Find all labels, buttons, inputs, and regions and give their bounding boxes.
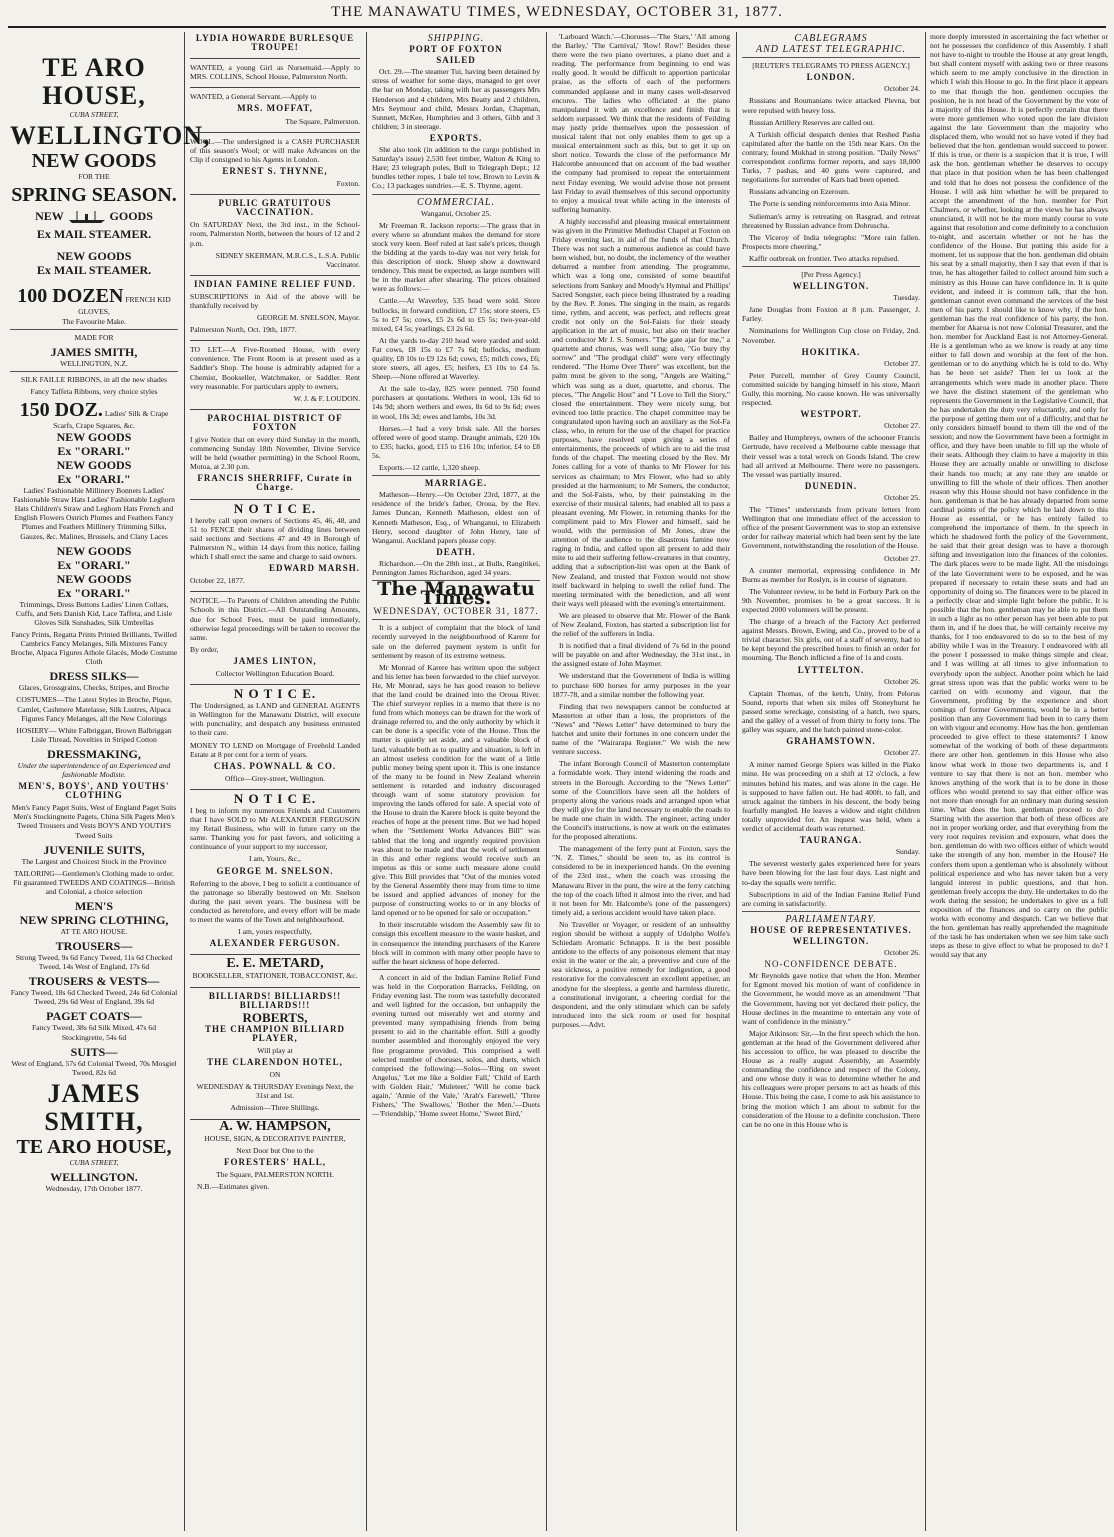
article-text: Mr Freeman R. Jackson reports:—The grass that in every where so abundant makes the demand for store stock very keen. Beef ruled at last sale's prices, though the bidding at the yards to-day was not very brisk for this description of stock. Sheep show a downward tendency. This must be expected, as large numbers will be in the market after shearing. The prices obtained were as follows:— (372, 220, 540, 294)
article-text: more deeply interested in ascertaining the fact whether or not he possesses the confidence of this Assembly. I shall not have to-night to trouble the House at any great length, but shall content myself with asking two or three reasons which seem to me amply conclusive in the direction in which I wish this House to go. In the first place it appears to me that though the hon. gentlemen occupies the position, he is not head of the Government by the vote of a majority of this House. It is perfectly certain that there were more gentlemen who voted upon the late division against the late Government than the majority who displaced them, who would not so have voted if they had believed that the hon. gentleman would succeed to power. If this is true, or there is a suspicion that it is true, I will ask the hon. gentleman whether he deserves to occupy that place in that position when he has been challenged and told that he does not possess the confidence of the House. I will ask him whether he will be prepared to accept the amendment of the hon. member for Port Chalmers, or whether, looking at the views he has always enunciated, it will not be the more manly course to vote against that resolution and come definitely to a conclusion to-night, and ascertain whether or not he has the confidence of the House. But putting this aside for a moment, let us suppose that the hon. gentleman did obtain his seat by a small majority, then I say that even if that is true, he has altogether failed to collect around him such a ministry as this House can have confidence in. It is quite evident, and indeed it is common talk, that the hon. gentleman cannot even command the services of the best men of his party. I should like to know why, if the hon. gentleman has the real confidence of his party, the hon. member for Akaroa is not now Colonial Treasurer, and the hon. member for Auckland East is not Attorney-General. He is a gentleman who as we know is ready at any time either to fall down and worship at the feet of the hon. gentleman or to do anything which he is told to do. Why has he been set aside? Then let us look at the arrangements which were made in another place. There we have the distinct statement of the gentleman who represents the Government in the Legislative Council, that he has undertaken the duty very reluctantly, and only for the purpose of getting them out of a difficulty, and that he only considers himself bound to them till the end of the session; and now the Government have been a fortnight in office, and they have been unable to fill up the whole of their seats. Although they claim to have a majority in this House they are actually unable or unwilling to disclose their hands too much; at any rate they are unable or unwilling to fill the whole of their offices. Then another reason why this House should not have confidence in the hon. gentleman is that he has already departed from some cardinal points of the policy which he laid down to this House as essential, or he has entirely failed to comprehend the importance of them. In the speech in which he shadowed forth the policy of the Government, he said that their great design was to have a thorough sifting and investigation into the finances of the colonies. The dark places were to be made light. All the misdoings of the late Government were to be exposed, and he was prepared if necessary to retain these seats and had an opportunity of doing so. The finances were to be placed in a perfectly clear and simple light before the public. It is possible that the hon. gentleman may be able to put them in such a light as no other person has yet been able to put them in, and if he does that, he will certainly receive my thanks, for I too endeavored to do so to the best of my ability while I was in the Treasury. I endeavored with all the power I possessed to make things simple and clear, and I was willing at all times to give information to everybody upon the subject. Another point which he laid great stress upon was that the public works were to be carried on with economy and vigour, that the Government, profiting by the experience and short comings of former Governments, would be in a better position than any Government had been in to carry them on with vigour and economy. How has the hon. gentleman proceeded to give effect to these statements? I know somewhat of the working of both of these departments there are other hon. gentlemen in this House who also know what work in those two departments is, and I venture to say that there is not an hon. member who knows anything of the work that is to be done in those offices who would pretend to say that either office was not more than enough for an ordinary man during session time. What does the hon. gentleman proceed to do? Starting with the assertion that both of these offices are not in proper working order, and that everything from the very root requires revision and exposure, what does the hon. gentleman do with two offices either of which would take the strength of any hon. member in the House? He confers them upon a gentleman who is absolutely without political experience and who has never taken but a very languid interest in public questions, and that hon. gentleman freely accepts the duty. He undertakes to do the work during the session; he undertakes to give us a full exposition of the finances and to carry on the public works with economy and despatch. Can we believe that the hon. gentleman has really apprehended the magnitude of the task he has undertaken when we see him take such steps as these to give effect to what he proposed to do? I would say that any (930, 32, 1108, 960)
ad-text: WEDNESDAY & THURSDAY Evenings Next, the 31st and 1st. (196, 1082, 354, 1101)
ad-heading: N O T I C E. (233, 790, 317, 806)
ad-text: TAILORING—Gentlemen's Clothing made to order. Fit guaranteed TWEEDS AND COATINGS—British and Colonial, a choice selection (13, 868, 175, 896)
ad-text: WANTED, a General Servant.—Apply to (190, 92, 317, 102)
article-text: Sunday. (895, 847, 920, 857)
article-text: We are pleased to observe that Mr. Flower of the Bank of New Zealand, Foxton, has started a subscription list for the relief of the sufferers in India. (552, 610, 730, 639)
article-text: At the yards to-day 210 head were yarded and sold. Fat cows, £8 15s to £7 7s 6d; bullocks, medium quality, £8 10s to £9 12s 6d; cows, £5; milch cows, £6; store steers, all ages, £5; heifers, £3 10s to £4 5s. Sheep.—None offered at Waverley. (372, 335, 540, 382)
paper-nameplate: The Manawatu Times. (377, 578, 535, 610)
ad-text: On SATURDAY Next, the 3rd inst., in the School-room, Palmerston North, between the hours of 12 and 2 p.m. (190, 220, 360, 248)
ad-text: Collector Wellington Education Board. (215, 668, 335, 678)
ad-text: MONEY TO LEND on Mortgage of Freehold Landed Estate at 8 per cent for a term of years. (190, 740, 360, 759)
ad-heading: NEW GOODS (31, 150, 157, 173)
ad-text: Fancy Tweed, 38s 6d Silk Mixed, 47s 6d Stockingrette, 54s 6d (32, 1023, 156, 1042)
section-subheading: PORT OF FOXTON (409, 44, 503, 55)
advert (190, 1118, 360, 1192)
article-text: A counter memorial, expressing confidence in Mr Burns as member for Roslyn, is in course of signature. (742, 565, 920, 584)
ad-text: GEORGE M. SNELSON. (216, 865, 334, 876)
ad-heading: NEW GOODS (56, 249, 132, 264)
ad-text: Next Door but One to the (236, 1145, 314, 1155)
ad-heading: PAROCHIAL DISTRICT OF FOXTON (207, 412, 343, 432)
article-text: Bailey and Humphreys, owners of the schooner Francis Gertrude, have received a Melbourne cable message that their vessel was a total wreck on Goods Island. The crew had all arrived at Melbourne. There were no passengers. The vessel was partially insured. (742, 433, 920, 479)
article-text: [REUTER'S TELEGRAMS TO PRESS AGENCY.] (752, 61, 910, 71)
ad-text: ALEXANDER FERGUSON. (209, 938, 341, 949)
ad-text: October 22, 1877. (190, 576, 245, 586)
article-text: Horses.—I had a very brisk sale. All the horses offered were of good stamp. Draught animals, £20 10s to £35; hacks, good, £15 to £16 10s; inferior, £4 to £8 5s. (372, 423, 540, 460)
article-text: Sulieman's army is retreating on Rasgrad, and retreat threatened by Russian advance from Dobruscha. (742, 211, 920, 230)
dateline: GRAHAMSTOWN. (786, 736, 876, 747)
advert (190, 90, 360, 132)
article-text: A highly successful and pleasing musical entertainment was given in the Primitive Methodist Chapel at Foxton on Friday evening last, in aid of the funds of that Church. There was not such a numerous audience as could have been wished, but, no doubt, the inclemency of the weather debarred a number from attending. The programme, which was a long one, consisted of some beautiful selections from Sankey and Moody's Hymnal and Phillips' Sacred Songster, each piece being illustrated by a reading by the Rev. P. Jones. The singing in the main, as regards time, rythm, and accent, was perfect, and reflects great credit not only on the Sol-Faists for their steady application in the art of music, but also on their teacher and conductor Mr J. S. Somers. "The gate ajar for me," a quartette and chorus, was well sung; also, "Go bury thy sorrow" and "The prodigal child" were very effectingly rendered. "The Home Over There" was excellent, but the palm must be given to the song, "Angels are Waiting," which was sung as a duet, quartette, and chorus. The pieces, "The Angelic Host" and "I Love to Tell the Story," closed the entertainment. They were nicely sung, but evinced too little practice. The chapel committee may be congratulated upon having such an auxiliary as the Sol-Fa class, who, in return for the use of the chapel for practice purposes, have resolved upon giving a series of entertainments, the proceeds of which are to aid the trust funds of the chapel. The meeting closed by the Rev. Mr Jones calling for a vote of thanks to Mr Flower for his services as chairman; to Mrs Flower, who had so ably presided at the harmonium; to Mr Somers, the conductor, and the Sol-Faists, who, by their painstaking in the exercise of their musical talents, had enabled all to pass a pleasant evening. Mr Flower, in returning thanks for the compliment paid to Mrs Flower and himself, said he would, with the permission of Mr Jones, draw the attention of the audience to the disastrous famine now raging in India, and called upon all present to add their mite to aid their suffering fellow-creatures in that country, adding that a subscription-list was open at the Bank of New Zealand, and trusted that Foxton would not show itself backward in helping to swell the relief fund. The meeting terminated with the benediction, and all went their ways well pleased with the evening's entertainment. (552, 216, 730, 608)
column-divider (184, 32, 185, 1531)
ad-text: I give Notice that on every third Sunday in the month, commencing Sunday 18th November, Divine Service will be held (weather permitting) in the School Room, Motoa, at 2.30 p.m. (190, 435, 360, 472)
ad-text: EDWARD MARSH. (268, 563, 360, 574)
editorial-text: In their inscrutable wisdom the Assembly saw fit to consign this excellent measure to the waste basket, and in consequence the intending purchasers of the Karere block will in common with many other people have to suffer the heart sickness of hope deferred. (372, 920, 540, 966)
ad-heading: TROUSERS— (55, 939, 133, 954)
article-text: A Turkish official despatch denies that Reshed Pasha capitulated after the battle on the 15th near Kars. On the contrary, found Mukhad in strong position. "Daily News" correspondent confirms former reports, and says 18,000 Turks, 7 pashas, and 40 guns were captured, and negotiations for surrender of Kars had been opened. (742, 129, 920, 185)
ad-text: THE CLARENDON HOTEL, (207, 1057, 343, 1068)
ad-heading: PAGET COATS— (46, 1009, 142, 1024)
article-text: Captain Thomas, of the ketch, Unity, from Pelorus Sound, reports that when six miles off Stoneyhurst he passed some wreckage, consisting of a hatch, two spars, and the galley of a vessel of from thirty to forty tons. The galley was square, and the hatch painted stone-color. (742, 688, 920, 735)
ad-text: FRENCH KID GLOVES, (78, 295, 171, 317)
ad-text: MEN'S, BOYS', AND YOUTHS' CLOTHING (18, 781, 170, 801)
article-text: She also took (in addition to the cargo published in Saturday's issue) 2,530 feet timber, Walton & King to Hare; 23 telegraph poles, Bull to Telegraph Dept.; 12 bundles tether ropes, 1 bale tel tow, Brown to Levin & Co.; 13 packages sundries.—E. S. Thynne, agent. (372, 145, 540, 191)
advert (190, 197, 360, 276)
article-text: October 24. (884, 84, 920, 94)
ad-heading: JAMES SMITH, (44, 1078, 144, 1136)
advert (190, 61, 360, 88)
ad-text: By order, (190, 644, 219, 654)
ad-heading: N O T I C E. (233, 500, 317, 516)
ad-heading: TROUSERS & VESTS— (28, 974, 160, 989)
ad-text: I beg to inform my numerous Friends and Customers that I have SOLD to Mr ALEXANDER FERGUSON my Retail Business, who will in future carry on the same. Thanking you for past favors, and soliciting a continuance of your support to my successor, (190, 806, 360, 852)
ad-text: JAMES LINTON, (233, 655, 317, 666)
advert (190, 278, 360, 341)
ad-text: FORESTERS' HALL, (223, 1156, 327, 1167)
ad-text: N.B.—Estimates given. (197, 1182, 270, 1191)
ad-heading: NEW GOODS (56, 543, 132, 558)
article-text: 'Larboard Watch.'—Choruses—'The Stars,' 'All among the Barley,' 'The Carnival,' 'Row! Row!' Besides these there were the two piano overtures, a piano duet and a reading. The performance from beginning to end was really good. It would be difficult to apportion particular praise, as the efforts of each of the performers commanded applause and in many cases well-deserved encores. The ladies who officiated at the piano manipulated it with an excellence and finish that is seldom surpassed. We think that the residents of Feilding may justly pride themselves upon the possession of musical talent that not only enables them to get up a musical entertainment such as this, but to get it up on short notice. Towards the close of the performance Mr Halcombe announced that on account of the bad weather the company had promised to repeat the entertainment next Friday evening. We would advise those not present last Friday to avail themselves of this second opportunity to enjoy a musical treat while acting in the interests of suffering humanity. (552, 32, 730, 214)
advert (190, 412, 360, 500)
ad-text: The Square, PALMERSTON NORTH. (216, 1169, 334, 1179)
article-text: October 26. (884, 676, 920, 686)
column-divider (925, 32, 926, 1531)
section-heading: CABLEGRAMS (794, 33, 868, 44)
editorial-text: It is a subject of complaint that the block of land recently surveyed in the neighbourhood of Karere for sale on the deferred payment system is unfit for settlement by reason of its extreme wetness. (372, 623, 540, 660)
ad-text: Ladies' Fashionable Millinery Bonnets Ladies' Fashionable Straw Hats Ladies' Fashionable Leghorn Hats Children's Straw and Leghorn Hats French and English Flowers Ostrich Plumes and Feathers Fancy Plumes and Feathers Millinery Trimming Silks, Gauzes, &c. Malines, Brussels, and Clany Laces (13, 486, 175, 541)
advert (190, 32, 360, 59)
article-text: Russian Artillery Reserves are called out. (749, 117, 875, 127)
article-text: Wanganui, October 25. (420, 208, 492, 218)
ad-text: AT TE ARO HOUSE. (60, 927, 128, 936)
advert (190, 687, 360, 790)
ad-text: CHAS. POWNALL & CO. (213, 760, 337, 771)
column-divider (546, 32, 547, 1531)
article-text: Jane Douglas from Foxton at 8 p.m. Passenger, J. Farley. (742, 305, 920, 324)
ad-text: CUBA STREET, (69, 1157, 119, 1167)
article-text: Matheson—Henry.—On October 23rd, 1877, at the residence of the bride's father, Oroua, by the Rev. James Duncan, Kenneth Matheson, eldest son of Kenneth Matheson, Esq., of Whanganui, to Elizabeth Henry, second daughter of John Henry, late of Wanganui. Auckland papers please copy. (372, 490, 540, 545)
column-3-news (372, 32, 540, 1531)
steamship-icon (67, 210, 107, 224)
ad-text: Men's Fancy Paget Suits, West of England Paget Suits Men's Stockingnette Pagets, China Silk Pagets Men's Tweed Trousers and Vests BOY'S AND YOUTH'S Tweed Suits (11, 803, 177, 840)
ad-heading: INDIAN FAMINE RELIEF FUND. (193, 278, 356, 289)
article-text: We understand that the Government of India is willing to purchase 600 horses for army purposes in the year 1877-78, and a similar number the following year. (552, 671, 730, 699)
article-text: Tuesday. (893, 293, 920, 303)
ad-text: I am, yours respectfully, (238, 927, 312, 937)
ad-heading: A. W. HAMPSON, (219, 1118, 331, 1134)
ad-text: W. J. & F. LOUDON. (293, 393, 360, 403)
ad-text: ON (269, 1070, 281, 1080)
dateline: TAURANGA. (799, 835, 863, 846)
article-text: The Volunteer review, to be held in Forbury Park on the 9th November, promises to be a great success. It is expected 2000 volunteers will be present. (742, 586, 920, 614)
ad-text: HOUSE, SIGN, & DECORATIVE PAINTER, (204, 1133, 346, 1143)
dateline: LONDON. (806, 72, 856, 83)
article-text: No Traveller or Voyager, or resident of an unhealthy region should be without a supply of Udolpho Wolfe's Schiedam Aromatic Schnapps. It is the best possible antidote to the effects of any poisonous element that may exist in the water or the air, a preventive and cure of the sea sickness, a positive remedy for indigestion, a good restorative for the convalescent an excellent appetiser, an anodyne for the sleepless, a gentle and harmless diuretic, a constitutional invigorant, a cheering cordial for the despondent, and the only stimulant which can be safely introduced into the sick room or used for hospital purposes.—Advt. (552, 919, 730, 1029)
ad-text: Under the superintendence of an Experienced and fashionable Modiste. (17, 760, 171, 779)
ad-text: GEORGE M. SNELSON, Mayor. (257, 313, 360, 323)
advert (190, 343, 360, 410)
article-text: Russians and Roumanians twice attacked Plevna, but were repulsed with heavy loss. (742, 96, 920, 115)
masthead-rule (8, 26, 1106, 28)
advert (190, 594, 360, 685)
ship-line (10, 209, 178, 224)
ad-text: Will play at (257, 1045, 293, 1055)
editorial-text: A concert in aid of the Indian Famine Relief Fund was held in the Corporation Barracks, Feilding, on Friday evening last. The room was tastefully decorated and well lighted for the occasion, but unhappily the evening turned out miserably wet and stormy and prevented many sympathising friends from being present to aid in the charitable effort. Still a goodly number assembled and thoroughly enjoyed the very fine programme provided. This comprised a well selected number of choruses, solos, and duets, which comprised the following:—Solos—'Ring on sweet Angelus,' 'Let me like a Soldier Fall,' 'Child of Earth with Golden Hair,' 'Muleteer,' 'Will he come back again,' 'Annie of the Vale,' 'Arab's Farewell,' 'Three Fishers,' 'The Swallows,' 'Bother the Men.'—Duets—'Friendship,' 'Home sweet Home,' 'Sweet Bird,' (372, 972, 540, 1119)
ad-heading: SPRING SEASON. (11, 184, 177, 207)
ad-text: Strong Tweed, 9s 6d Fancy Tweed, 11s 6d Checked Tweed, 14s West of England, 17s 6d (15, 953, 173, 972)
ad-heading: NEW SPRING CLOTHING, (19, 913, 169, 927)
ad-text: Fancy Taffeta Ribbons, very choice styles (30, 386, 158, 396)
ad-heading: N O T I C E. (233, 686, 317, 702)
column-6-parliamentary (930, 32, 1108, 1531)
ad-text: Glaces, Grossgrains, Checks, Stripes, and Broche (18, 683, 170, 693)
ad-text: WOOL.—The undersigned is a CASH PURCHASER of this season's Wool; or will make Advances on the Clip if consigned to his Agents in London. (190, 136, 360, 164)
section-subheading: HOUSE OF REPRESENTATIVES. (750, 924, 912, 935)
article-text: Peter Purcell, member of Grey County Council, committed suicide by hanging himself in his store, Maori Gully, this morning. No cause known. He was universally respected. (742, 370, 920, 408)
ad-heading: ROBERTS, (242, 1009, 308, 1025)
article-text: A miner named George Spiers was killed in the Piako mine. He was proceeding on a shift at 12 o'clock, a few minutes behind his mates, and was alone in the cage. He is supposed to have fallen out. He had 400ft. to fall, and struck against the timbers in his descent, the body being fearfully mangled. He leaves a widow and eight children totally unprovided for. An inquest was held, when a verdict of accidental death was returned. (742, 760, 920, 834)
article-text: Richardson.—On the 28th inst., at Bulls, Rangitikei, Pennington James Richardson, aged 34 years. (372, 558, 540, 577)
ad-text: FRANCIS SHERRIFF, Curate in Charge. (197, 473, 353, 493)
column-4-news (552, 32, 730, 1531)
ad-text: GOODS (109, 209, 153, 224)
dateline: WESTPORT. (800, 409, 862, 420)
ad-text: I am, Yours, &c., (249, 854, 301, 864)
section-heading: SHIPPING. (427, 33, 485, 44)
ad-heading: HOUSE, (42, 81, 146, 110)
article-text: [Per Press Agency.] (801, 269, 861, 279)
dateline: DUNEDIN. (804, 480, 858, 491)
ad-text: Admission—Three Shillings. (230, 1103, 320, 1113)
ad-text: Referring to the above, I beg to solicit a continuance of the patronage so liberally bestowed on Mr. Snelson during the past seven years. The business will be conducted as heretofore, and every effort will be made to meet the wants of the Town and neighbourhood. (190, 878, 360, 925)
ad-text: NOTICE.—To Parents of Children attending the Public Schools in this District.—All Outstanding Amounts, due for School Fees, must be paid immediately, otherwise legal proceedings will be taken to recover the same. (190, 596, 360, 642)
advert (190, 135, 360, 195)
ad-text: The Undersigned, as LAND and GENERAL AGENTS in Wellington for the Manawatu District, will execute with punctuality, and despatch any business entrusted to their care. (190, 701, 360, 738)
ad-heading: Ex "ORARI." (57, 472, 131, 487)
article-text: Oct. 29.—The steamer Tui, having been detained by stress of weather for some days, managed to get over the bar on Monday, taking with her as passengers Mrs Henderson and 4 children, Mrs Beatty and 2 children, Mrs Seymour and child, Messrs Jordan, Chapman, Sunnett, McKee, Humphries and 3 others, Gibb and 3 children; 3 in steerage. (372, 67, 540, 131)
ad-heading: SUITS— (70, 1044, 118, 1059)
ad-text: MADE FOR (74, 332, 114, 342)
ad-text: The Favourite Make. (62, 316, 126, 326)
article-text: The "Times" understands from private letters from Wellington that one immediate effect of the accession to office of the present Government was to stop an extensive order for railway material which had been sent by the late Government, notwithstanding the resolution of the House. (742, 505, 920, 551)
ad-text: THE CHAMPION BILLIARD PLAYER, (204, 1023, 345, 1043)
ad-text: MRS. MOFFAT, (237, 103, 313, 114)
editorial-date: WEDNESDAY, OCTOBER 31, 1877. (373, 606, 539, 617)
ad-text: SUBSCRIPTIONS in Aid of the above will be thankfully received by (190, 291, 360, 310)
ad-heading: Ex "ORARI." (57, 585, 131, 600)
article-text: The management of the ferry punt at Foxton, says the "N. Z. Times," should be seen to, as its control is considered to be in inexperienced hands. On the evening of the 23rd inst., when the coach was crossing the Manawatu River in the punt, the wire at the ferry catching the top of the coach lifted it almost into the river, and had it not been for Mr. Halcombe's (one of the passengers) timely aid, a serious accident would have taken place. (552, 844, 730, 917)
ad-heading: BILLIARDS! BILLIARDS!! BILLIARDS!!! (208, 990, 342, 1010)
ad-heading: PUBLIC GRATUITOUS VACCINATION. (218, 198, 332, 218)
ad-heading: WELLINGTON, (10, 121, 211, 151)
ad-heading: NEW GOODS (56, 458, 132, 473)
column-divider (736, 32, 737, 1531)
article-text: October 27. (884, 421, 920, 431)
ad-heading: Ex "ORARI." (57, 444, 131, 459)
ad-heading: NEW GOODS (56, 571, 132, 586)
article-text: It is notified that a final dividend of 7s 6d in the pound will be payable on and after Wednesday, the 31st inst., in the assigned estate of John Maymer. (552, 641, 730, 669)
ad-heading: WELLINGTON. (50, 1169, 138, 1184)
ad-heading: Ex MAIL STEAMER. (36, 227, 152, 242)
section-heading: COMMERCIAL. (417, 196, 495, 208)
article-text: October 27. (884, 748, 920, 758)
article-text: Exports.—12 cattle, 1,320 sheep. (379, 463, 481, 473)
ad-text: Fancy Tweed, 18s 6d Checked Tweed, 24s 6d Colonial Tweed, 29s 6d West of England, 39s 6d (10, 988, 178, 1007)
ad-text: NEW (35, 209, 64, 224)
article-text: The infant Borough Council of Masterton contemplate a formidable work. They intend widening the roads and streets in the Borough. According to the "News Letter" some of the Councillors have seen all the holders of property along the various roads and arranged upon what they will give for the land necessary to enable the roads to be made one chain in width. The engineer, acting under the Council's instructions, is now at work on the estimates for the proposed alterations. (552, 759, 730, 842)
ad-heading: NEW GOODS (56, 430, 132, 445)
ad-text: I hereby call upon owners of Sections 45, 46, 48, and 51 to FENCE their shares of dividing lines between said sections and Sections 47 and 49 in Borough of Palmerston N., within 14 days from this notice, failing which I shall erect the same and charge to said owners. (190, 515, 360, 562)
article-text: October 27. (884, 553, 920, 563)
ad-heading: DRESSMAKING, (47, 746, 141, 761)
article-text: Cattle.—At Waverley, 535 head were sold. Store bullocks, in forward condition, £7 15s; store steers, £5 5s to £7 5s; cows, £5 2s 6d to £5 5s; two-year-old mixed, £4 5s; yearlings, £3 2s 6d. (372, 296, 540, 333)
ad-heading: MEN'S (74, 899, 113, 913)
dateline: HOKITIKA. (801, 346, 861, 357)
article-text: Mr Reynolds gave notice that when the Hon. Member for Egmont moved his motion of want of confidence in the Government, he would move as an amendment "That the Government, having not yet declared their policy, the House declines in the meantime to entertain any vote of want of confidence in the ministry." (742, 971, 920, 1026)
ad-heading: 100 DOZEN (17, 285, 124, 308)
ad-heading: DRESS SILKS— (49, 669, 139, 684)
article-text: The Porte is sending reinforcements into Asia Minor. (749, 199, 911, 209)
advert (190, 792, 360, 955)
ad-text: ERNEST S. THYNNE, (222, 165, 328, 176)
ad-text: Trimmings, Dress Buttons Ladies' Linen Collars, Cuffs, and Sets Danish Kid, Lace Taffeta, and Lisle Gloves Silk Sunshades, Silk Umbrellas (15, 599, 173, 627)
dateline: LYTTELTON. (797, 664, 865, 675)
editorial-text: Mr Monrad of Karere has written upon the subject and his letter has been forwarded to the chief surveyor. He, Mr Monrad, says he has good reason to believe that the land could be drained into the Oroua River. The chief surveyor replies in a memo that there is no fund from which moneys can be drawn for the work of drainage referred to, and the only authority by which it can be done is a specific vote of the House. Thus the matter is quietly set aside, and a valuable block of land, valuable both as to quality and situation, is left in an almost useless condition for the want of a little public money being spent upon it. This is one instance of the many to be found in New Zealand wherein settlement is retarded and industry discouraged through want of some statutory provision for improving the lands offered for sale. A special vote of the House to drain the Karere block is quite beyond the reaches of hope at the present time. But we had hoped when the "Settlement Works Advances Bill" was tabled that the long and urgently required provision was about to be made and that the work of settlement in this and other regions would receive such an impetus as this or some such measure alone could give. This Bill provides that "Out of the monies voted by the General Assembly there may from time to time be issued and applied advances of money for the purpose of constructing works to or in any blocks of land opened or to be opened for sale or occupation." (372, 662, 540, 918)
article-text: Major Atkinson: Sir,—In the first speech which the hon. gentleman at the head of the Government delivered after his accession to office, he was pleased to describe the House as a really august Assembly, an Assembly commanding the confidence and respect of the Colony, and one whose duty it was to determine whether he and his colleagues were proper persons to act as heads of this House. This being the case, I come to ask his assistance to bring the motion which I am about to submit for the consideration of the House to a definite conclusion. There can be no one in this House who is (742, 1028, 920, 1129)
article-text: October 25. (884, 492, 920, 502)
ad-heading: TE ARO (42, 53, 146, 82)
article-text: Subscriptions in aid of the Indian Famine Relief Fund are coming in satisfactorily. (742, 889, 920, 908)
article-text: October 26. (884, 948, 920, 958)
article-text: Russians advancing on Ezeroum. (749, 187, 850, 197)
ad-text: COSTUMES—The Latest Styles in Broche, Pique, Camlet, Cashmere Matelasse, Silk Lustres, Alpaca Figures Fancy Melanges, all the New Colorings (16, 695, 172, 723)
article-text: Kaffir outbreak on frontier. Two attacks repulsed. (749, 253, 900, 263)
ad-text: The Square, Palmerston. (285, 116, 360, 126)
section-subheading: NO-CONFIDENCE DEBATE. (764, 959, 898, 970)
ad-text: WELLINGTON, N.Z. (60, 358, 128, 368)
ad-text: HOSIERY— White Falbriggan, Brown Balbriggan Lisle Thread, Novelties in Striped Cotton (16, 725, 172, 744)
ad-text: WANTED, a young Girl as Nursemaid.—Apply to MRS. COLLINS, School House, Palmerston North. (190, 63, 360, 82)
ad-heading: Ex MAIL STEAMER. (36, 263, 152, 278)
article-text: The severest westerly gales experienced here for years have been blowing for the last four days. Last night and to-day the squalls were terrific. (742, 859, 920, 887)
advert (190, 990, 360, 1120)
article-text: Nominations for Wellington Cup close on Friday, 2nd. November. (742, 326, 920, 345)
advert (190, 502, 360, 593)
article-text: The charge of a breach of the Factory Act preferred against Messrs. Brown, Ewing, and Co., proved to be of a trivial character. Six girls, out of a staff of seventy, had to be kept beyond the prescribed hours to finish an order for mourning. The Bench inflicted a fine of 1s and costs. (742, 617, 920, 663)
section-heading: PARLIAMENTARY. (785, 913, 877, 925)
article-text: October 27. (884, 358, 920, 368)
ad-text: Foxton. (336, 179, 360, 189)
ad-text: Office—Grey-street, Wellington. (224, 773, 326, 783)
ad-text: TO LET.—A Five-Roomed House, with every convenience. The Front Room is at present used as a Saddler's Shop. The house is admirably adapted for a Chemist, Bookseller, Watchmaker, or Saddler. Rent very reasonable. For particulars apply to owners, (190, 345, 360, 391)
ad-text: The Largest and Choicest Stock in the Province (21, 856, 167, 866)
ad-heading: 150 DOZ. (19, 399, 103, 421)
ad-text: West of England, 57s 6d Colonial Tweed, 70s Mosgiel Tweed, 82s 6d (11, 1058, 177, 1077)
article-text: The Viceroy of India telegraphs: "More rain fallen. Prospects more cheering." (742, 232, 920, 251)
ad-text: CUBA STREET, (69, 110, 119, 119)
article-text: At the sale to-day, 825 were penned. 750 found purchasers at quotations. Wethers in wool, 13s 6d to 14s 9d; shorn wethers and ewes, 8s 6d to 9s 6d; ewes in wool, 10s 3d; ewes and lambs, 10s 3d. (372, 384, 540, 421)
section-heading: AND LATEST TELEGRAPHIC. (756, 44, 906, 56)
ad-heading: Ex "ORARI." (57, 557, 131, 572)
column-5-telegrams (742, 32, 920, 1531)
section-subheading: MARRIAGE. (424, 478, 488, 489)
ad-text: Wednesday, 17th October 1877. (45, 1183, 143, 1193)
dateline: WELLINGTON. (792, 935, 870, 946)
masthead: THE MANAWATU TIMES, WEDNESDAY, OCTOBER 31, 1877. (331, 4, 783, 20)
ad-heading: JUVENILE SUITS, (43, 842, 145, 857)
section-subheading: DEATH. (436, 546, 476, 557)
article-text: Finding that two newspapers cannot be conducted at Masterton at other than a loss, the proprietors of the "News" and "News Letter" have determined to bury the hatchet and unite their fortunes in one concern under the name of the "Wairarapa Register." We wish the new venture success. (552, 701, 730, 757)
ad-heading: LYDIA HOWARDE BURLESQUE TROUPE! (195, 33, 355, 53)
section-subheading: SAILED (436, 55, 476, 66)
ad-text: Palmerston North, Oct. 19th, 1877. (190, 325, 297, 335)
ad-heading: JAMES SMITH, (50, 344, 138, 359)
ad-text: Fancy Prints, Regatta Prints Printed Brilliants, Twilled Cambrics Fancy Melanges, Silk Mixtures Fancy Broche, Alpaca Figures Athole Glacés, Mode Costume Cloth (10, 629, 178, 667)
ad-text: SILK FAILLE RIBBONS, in all the new shades (20, 374, 168, 384)
ad-heading: E. E. METARD, (226, 956, 324, 972)
ad-text: FOR THE (78, 172, 110, 182)
ad-text: SIDNEY SKERMAN, M.R.C.S., L.S.A. Public Vaccinator. (215, 250, 360, 269)
dateline: WELLINGTON. (792, 281, 870, 292)
advert (190, 957, 360, 987)
section-subheading: EXPORTS. (429, 132, 483, 143)
ad-heading: TE ARO HOUSE, (16, 1135, 172, 1158)
column-2-adverts (190, 32, 360, 1531)
ad-text: BOOKSELLER, STATIONER, TOBACCONIST, &c. (192, 971, 358, 981)
column-divider (366, 32, 367, 1531)
ad-text: Ladies' Silk & Crape Scarfs, Crape Squares, &c. (53, 409, 169, 430)
